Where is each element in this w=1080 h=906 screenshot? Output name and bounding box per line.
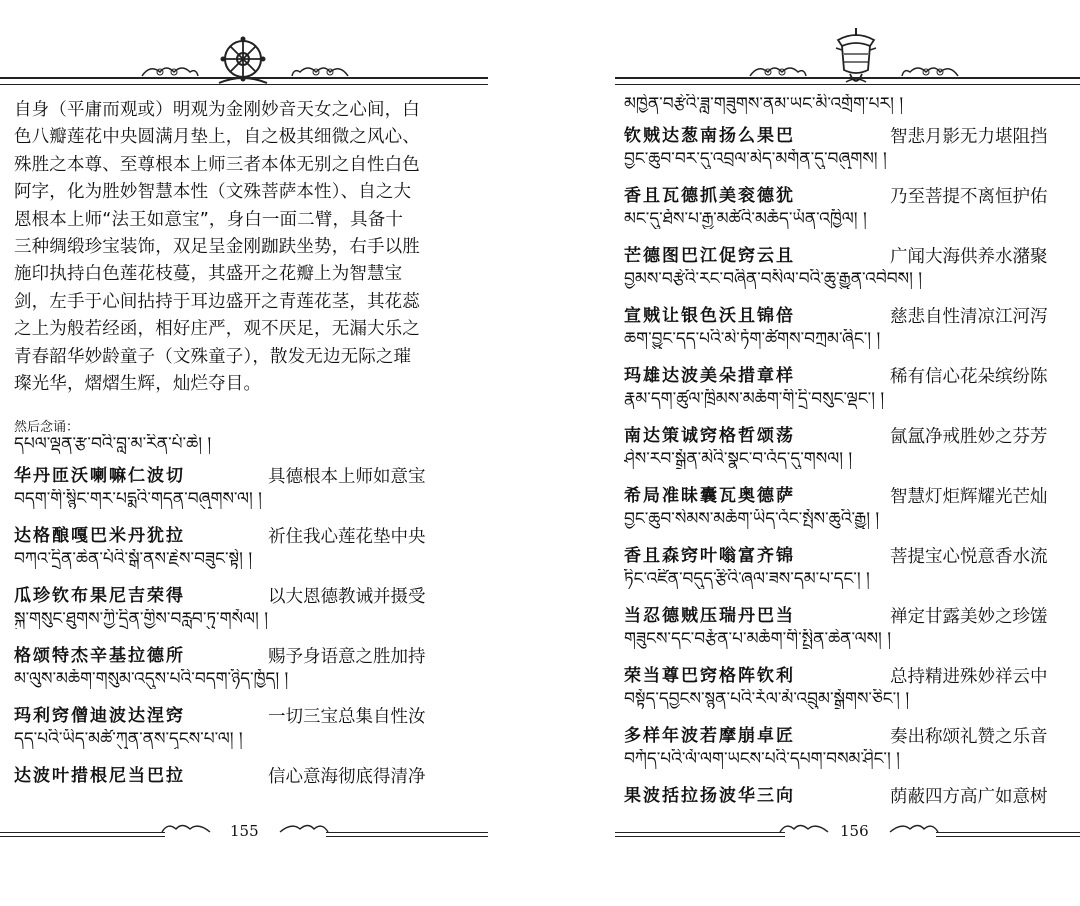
verse-chinese: 稀有信心花朵缤纷陈 [890, 367, 1048, 387]
verse-tibetan: གཟུངས་དང་བརྩོན་པ་མཆོག་གི་སྤྲིན་ཆེན་ལས། ། [624, 629, 891, 649]
verse-chinese: 广闻大海供养水潴聚 [890, 247, 1048, 267]
verse-tibetan: བཀོད་པའི་ལོ་ལག་ཡངས་པའི་དཔག་བསམ་ཤིང་། ། [624, 749, 900, 769]
verse-pair [624, 303, 1080, 363]
tibetan-title-line: དཔལ་ལྡན་རྩ་བའི་བླ་མ་རིན་པོ་ཆེ། ། [14, 434, 212, 454]
verse-chinese: 慈悲自性清凉江河泻 [890, 307, 1048, 327]
cloud-scroll-icon [888, 820, 940, 836]
verse-chinese: 氤氲净戒胜妙之芬芳 [890, 427, 1048, 447]
cloud-scroll-icon [278, 820, 330, 836]
verse-tibetan: ཤེས་རབ་སྒྲོན་མེའི་སྣང་བ་འོད་དུ་གསལ། ། [624, 449, 853, 469]
verse-pair [624, 663, 1080, 723]
verse-transliteration: 钦贼达葱南扬么果巴 [624, 126, 795, 146]
prose-line: 阿字，化为胜妙智慧本性（文殊菩萨本性）、自之大 [14, 182, 412, 203]
verse-transliteration: 华丹匝沃喇嘛仁波切 [14, 466, 185, 486]
right-page [540, 0, 1080, 906]
cloud-scroll-icon [160, 820, 212, 836]
cloud-scroll-icon [748, 62, 808, 80]
verse-pair [624, 483, 1080, 543]
verse-tibetan: དད་པའི་ཡིད་མཚོ་ཀུན་ནས་དྭངས་པ་ལ། ། [14, 729, 243, 749]
verse-tibetan: བསྟོད་དབྱངས་སྙན་པའི་རོལ་མོ་འབྲུམ་སྒྲོགས་ཅིང་། ། [624, 689, 910, 709]
verse-pair [14, 703, 484, 763]
verse-chinese: 具德根本上师如意宝 [268, 467, 426, 487]
verse-chinese: 一切三宝总集自性汝 [268, 707, 426, 727]
footer-rule [326, 832, 488, 837]
verse-tibetan: མང་དུ་ཐོས་པ་རྒྱ་མཚོའི་མཆོད་ཡོན་འཁྱིལ། ། [624, 209, 867, 229]
verse-tibetan: བྱང་ཆུབ་བར་དུ་འབྲལ་མེད་མགོན་དུ་བཞུགས། ། [624, 149, 887, 169]
left-verse-block [14, 434, 484, 823]
verse-transliteration: 达格酿嘎巴米丹犹拉 [14, 526, 185, 546]
prose-line: 恩根本上师“法王如意宝”，身白一面二臂，具备十 [14, 209, 404, 230]
prose-line: 三种绸缎珍宝装饰，双足呈金刚跏趺坐势，右手以胜 [14, 237, 420, 258]
verse-transliteration: 果波括拉扬波华三向 [624, 786, 795, 806]
prose-line: 璨光华，熠熠生辉，灿烂夺目。 [14, 374, 262, 395]
verse-pair [624, 243, 1080, 303]
verse-chinese: 菩提宝心悦意香水流 [890, 547, 1048, 567]
verse-transliteration: 香且森窍叶嗡富齐锦 [624, 546, 795, 566]
verse-chinese: 赐予身语意之胜加持 [268, 647, 426, 667]
verse-transliteration: 玛雄达波美朵措章样 [624, 366, 795, 386]
verse-pair [624, 783, 1080, 807]
cloud-scroll-icon [900, 62, 960, 80]
prose-line: 色八瓣莲花中央圆满月垫上，自之极其细微之风心、 [14, 127, 420, 148]
verse-pair [14, 463, 484, 523]
verse-chinese: 智悲月影无力堪阻挡 [890, 127, 1048, 147]
verse-pair [624, 603, 1080, 663]
verse-chinese: 乃至菩提不离恒护佑 [890, 187, 1048, 207]
footer-rule [936, 832, 1080, 837]
visualization-prose [14, 97, 484, 398]
prose-line: 青春韶华妙龄童子（文殊童子），散发无边无际之璀 [14, 346, 412, 367]
verse-transliteration: 达波叶措根尼当巴拉 [14, 766, 185, 786]
verse-transliteration: 当忍德贼压瑞丹巴当 [624, 606, 795, 626]
verse-tibetan: བྱམས་བརྩེའི་རང་བཞིན་བསིལ་བའི་ཆུ་རྒྱུན་འབེབས། ། [624, 269, 923, 289]
verse-tibetan: མ་ལུས་མཆོག་གསུམ་འདུས་པའི་བདག་ཉིད་ཁྱོད། ། [14, 669, 289, 689]
verse-transliteration: 瓜珍钦布果尼吉荣得 [14, 586, 185, 606]
verse-chinese: 以大恩德教诫并摄受 [268, 587, 426, 607]
tibetan-first-line: མཁྱེན་བརྩེའི་ཟླ་གཟུགས་ནམ་ཡང་མི་འགྲོག་པར། ། [624, 94, 904, 114]
verse-tibetan: ཏིང་འཛིན་བདུད་རྩིའི་ཞལ་ཟས་དམ་པ་དང་། ། [624, 569, 870, 589]
victory-banner-icon [828, 26, 884, 92]
verse-pair [14, 643, 484, 703]
verse-pair [14, 523, 484, 583]
verse-transliteration: 香且瓦德抓美衮德犹 [624, 186, 795, 206]
verse-pair [624, 543, 1080, 603]
verse-chinese: 信心意海彻底得清净 [268, 767, 426, 787]
cloud-scroll-icon [778, 820, 830, 836]
verse-pair [14, 583, 484, 643]
verse-tibetan: བཀའ་དྲིན་ཆེན་པོའི་སྒོ་ནས་རྗེས་བཟུང་སྟེ། ། [14, 549, 253, 569]
verse-transliteration: 格颂特杰辛基拉德所 [14, 646, 185, 666]
verse-tibetan: བྱང་ཆུབ་སེམས་མཆོག་ཡིད་འོང་སྤོས་ཆུའི་རྒྱུ། ། [624, 509, 880, 529]
verse-tibetan: སྐུ་གསུང་ཐུགས་ཀྱི་དྲིན་གྱིས་བརླབ་ཏུ་གསོལ། ། [14, 609, 269, 629]
verse-transliteration: 玛利窍僧迪波达涅窍 [14, 706, 185, 726]
verse-transliteration: 荣当尊巴窍格阵钦利 [624, 666, 795, 686]
verse-pair [624, 123, 1080, 183]
verse-pair [624, 723, 1080, 783]
verse-transliteration: 宣贼让银色沃且锦倍 [624, 306, 795, 326]
verse-pair [14, 763, 484, 823]
verse-transliteration: 芒德图巴江促窍云且 [624, 246, 795, 266]
verse-tibetan: བདག་གི་སྙིང་གར་པདྨའི་གདན་བཞུགས་ལ། ། [14, 489, 262, 509]
verse-pair [624, 423, 1080, 483]
verse-pair [624, 183, 1080, 243]
verse-chinese: 总持精进殊妙祥云中 [890, 667, 1048, 687]
prose-line: 剑，左手于心间拈持于耳边盛开之青莲花茎，其花蕊 [14, 291, 420, 312]
footer-rule [0, 832, 165, 837]
verse-chinese: 奏出称颂礼赞之乐音 [890, 727, 1048, 747]
page-number: 156 [840, 822, 869, 840]
verse-tibetan: ཆག་བྱུང་དད་པའི་མེ་ཏོག་ཚོགས་བཀྲམ་ཞིང་། ། [624, 329, 881, 349]
verse-chinese: 禅定甘露美妙之珍馐 [890, 607, 1048, 627]
verse-transliteration: 多样年波若摩崩卓匠 [624, 726, 795, 746]
prose-line: 之上为般若经函，相好庄严，观不厌足，无漏大乐之 [14, 319, 420, 340]
verse-pair [624, 363, 1080, 423]
recite-heading: 然后念诵： [14, 420, 80, 436]
page-number: 155 [230, 822, 259, 840]
prose-line: 施印执持白色莲花枝蔓，其盛开之花瓣上为智慧宝 [14, 264, 403, 285]
verse-transliteration: 希局准昧囊瓦奥德萨 [624, 486, 795, 506]
verse-tibetan: རྣམ་དག་ཚུལ་ཁྲིམས་མཆོག་གི་དྲི་བསུང་ལྡང་། ། [624, 389, 885, 409]
footer-rule [615, 832, 785, 837]
left-body [14, 97, 484, 436]
header-rule [0, 77, 488, 85]
prose-line: 自身（平庸而观或）明观为金刚妙音天女之心间，白 [14, 100, 420, 120]
prose-line: 殊胜之本尊、至尊根本上师三者本体无别之自性白色 [14, 154, 420, 175]
right-verse-block [624, 94, 1080, 807]
verse-chinese: 祈住我心莲花垫中央 [268, 527, 426, 547]
verse-transliteration: 南达策诚窍格哲颂荡 [624, 426, 795, 446]
verse-chinese: 荫蔽四方高广如意树 [890, 787, 1048, 807]
verse-chinese: 智慧灯炬辉耀光芒灿 [890, 487, 1048, 507]
